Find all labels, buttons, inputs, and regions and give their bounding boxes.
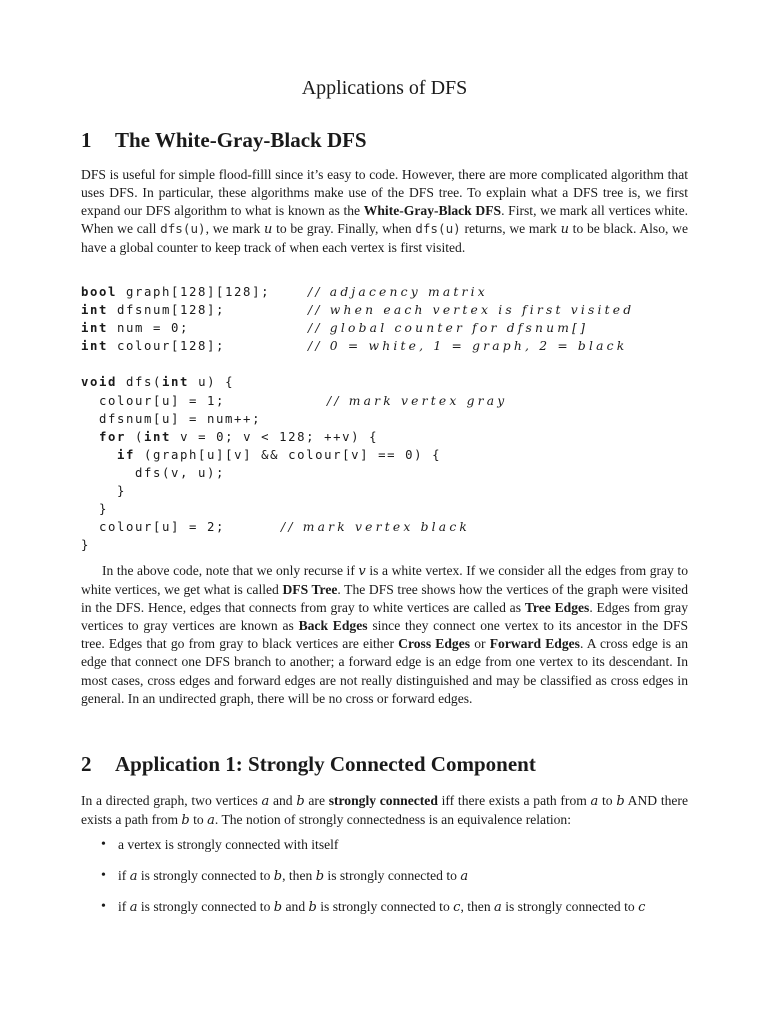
math-var: b [181, 813, 190, 829]
code-comment: // adjacency matrix [308, 285, 488, 299]
section-1-number: 1 [81, 128, 92, 152]
code-keyword: int [81, 303, 109, 318]
code-keyword: int [81, 321, 109, 336]
text: are [304, 793, 329, 808]
text: returns, we mark [460, 221, 561, 237]
text: . First, we mark all vertices white. When we call [81, 203, 689, 237]
inline-code: dfs(u) [415, 221, 461, 237]
code-keyword: int [144, 429, 172, 444]
list-item [81, 867, 688, 898]
bold-term: Tree Edges [524, 600, 590, 616]
code-text: dfsnum[u] = num++; [81, 411, 262, 426]
code-text: num = 0; [108, 321, 190, 336]
text: to [189, 812, 208, 828]
bold-term: Back Edges [298, 618, 368, 634]
text: if [118, 899, 130, 914]
code-text: } [81, 538, 91, 553]
code-text: v = 0; v < 128; ++v) { [171, 429, 379, 444]
math-var: v [358, 564, 366, 579]
code-comment: // mark vertex gray [327, 393, 508, 408]
text: , then [460, 899, 495, 914]
text: iff there exists a path from [437, 793, 591, 808]
code-keyword: bool [81, 285, 118, 299]
text: , we mark [205, 221, 264, 237]
text: to be black. Also, we have a global counter to keep track of when each vertex is first visited. [81, 221, 688, 256]
code-text: colour[128]; [108, 339, 226, 354]
math-var: c [453, 900, 461, 915]
section-2-number: 2 [81, 752, 92, 776]
code-text: } [81, 502, 109, 517]
math-var: a [129, 900, 138, 915]
math-var: c [638, 900, 646, 915]
code-text: colour[u] = 2; [81, 520, 226, 535]
code-comment: // mark vertex black [281, 520, 471, 535]
bold-term: Cross Edges [398, 636, 471, 652]
list-item [81, 898, 688, 929]
text: a vertex is strongly connected with itself [118, 837, 339, 852]
math-var: a [460, 869, 469, 884]
text: if [118, 868, 130, 883]
text: is strongly connected to [501, 899, 639, 914]
section-1-intro-paragraph [81, 166, 688, 257]
section-1-explanation-paragraph [81, 562, 688, 708]
code-text: } [81, 484, 127, 499]
text: and [269, 793, 297, 808]
math-var: a [129, 869, 138, 884]
section-2-intro-paragraph [81, 792, 688, 830]
code-comment: // 0 = white, 1 = graph, 2 = black [308, 339, 628, 354]
code-comment: // when each vertex is first visited [308, 303, 635, 318]
section-2-heading [81, 751, 536, 777]
equivalence-properties-list [81, 836, 688, 929]
text: is a white vertex. If we consider all the edges from gray to white vertices, we get what is called [81, 563, 688, 598]
code-listing [81, 283, 688, 554]
math-var: b [616, 794, 625, 809]
text: and [282, 899, 309, 914]
text: is strongly connected to [137, 899, 274, 914]
code-text: dfsnum[128]; [108, 303, 226, 318]
text: . Edges from gray vertices to gray vertices are known as [81, 600, 688, 634]
text: since they connect one vertex to its ancestor in the DFS tree. Edges that go from gray to black vertices are either [81, 618, 689, 652]
code-comment: // global counter for dfsnum[] [308, 321, 589, 336]
math-var: b [315, 869, 325, 884]
text: . The notion of strongly connectedness is an equivalence relation: [214, 812, 571, 828]
code-text: ( [126, 429, 145, 444]
code-keyword: for [99, 429, 127, 444]
inline-code: dfs(u) [160, 221, 206, 237]
math-var: b [273, 869, 283, 884]
list-item [81, 836, 688, 867]
text: In the above code, note that we only recurse if [102, 563, 359, 578]
text: is strongly connected to [324, 868, 461, 883]
text: or [470, 636, 490, 652]
code-keyword: if [117, 447, 136, 462]
text: is strongly connected to [137, 868, 274, 883]
section-2-title: Application 1: Strongly Connected Component [115, 752, 536, 776]
math-var: u [263, 222, 273, 238]
code-keyword: void [81, 375, 118, 390]
math-var: a [494, 900, 502, 915]
text: In a directed graph, two vertices [81, 793, 262, 808]
math-var: a [207, 813, 215, 829]
math-var: a [590, 794, 599, 809]
math-var: b [296, 794, 305, 809]
code-text: (graph[u][v] && colour[v] == 0) { [135, 447, 442, 462]
text: . A cross edge is an edge that connect one DFS branch to another; a forward edge is an edge from one vertex to its descendant. In most cases, cross edges and forward edges are not really distinguished and may be classified as cross edges in general. In an undirected graph, there will be no cross or forward edges. [81, 636, 689, 706]
text: to [598, 793, 617, 808]
math-var: b [308, 900, 317, 915]
text: AND there exists a path from [81, 793, 688, 828]
math-var: u [560, 222, 569, 238]
bold-term: White-Gray-Black DFS [363, 203, 502, 219]
text: , then [282, 868, 316, 883]
bold-term: Forward Edges [489, 636, 580, 652]
math-var: a [261, 794, 270, 809]
section-1-title: The White-Gray-Black DFS [115, 128, 367, 152]
code-text: u) { [189, 375, 235, 390]
bold-term: DFS Tree [282, 582, 338, 598]
text: DFS is useful for simple flood-filll since it’s easy to code. However, there are more complicated algorithm that uses DFS. In particular, these algorithms make use of the DFS tree. To explain what a DFS tree is, we first expand our DFS algorithm to what is known as the [81, 167, 688, 219]
math-var: b [273, 900, 283, 915]
code-keyword: int [81, 339, 109, 354]
code-text: colour[u] = 1; [81, 393, 226, 408]
text: to be gray. Finally, when [272, 221, 416, 237]
bold-term: strongly connected [328, 793, 438, 808]
document-title: Applications of DFS [301, 77, 468, 99]
code-keyword: int [162, 375, 190, 390]
text: is strongly connected to [316, 899, 454, 914]
code-text: dfs( [117, 375, 163, 390]
section-1-heading [81, 127, 367, 153]
code-text: graph[128][128]; [117, 285, 271, 299]
code-text: dfs(v, u); [81, 465, 226, 480]
text: . The DFS tree shows how the vertices of the graph were visited in the DFS. Hence, edges that connects from gray to white vertices are called as [81, 582, 688, 616]
